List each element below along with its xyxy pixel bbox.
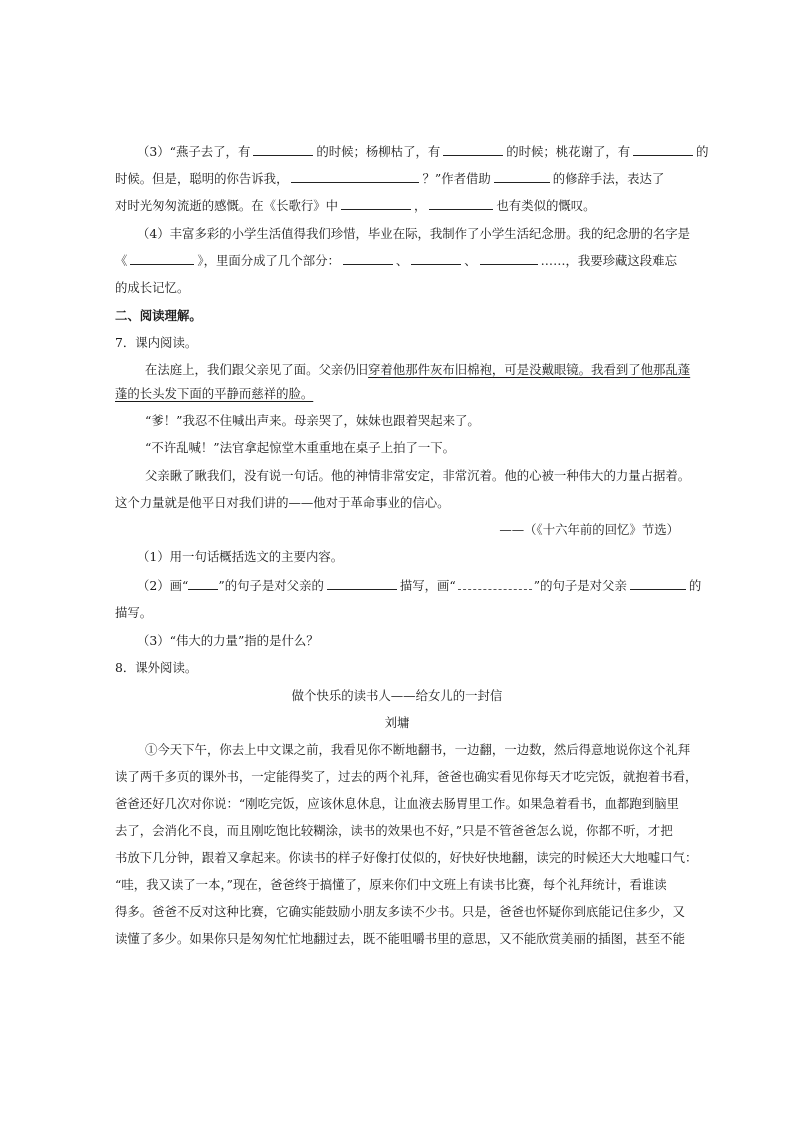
- answer-blank[interactable]: [341, 196, 411, 210]
- q7-paragraph3: “不许乱喊！”法官拿起惊堂木重重地在桌子上拍了一下。: [145, 440, 456, 455]
- q3-text: ，: [414, 198, 427, 213]
- article-line: 读了两千多页的课外书，一定能得奖了，过去的两个礼拜，爸爸也确实看见你每天才吃完饭，就抱着书看，: [115, 769, 698, 784]
- q4-text: 、: [395, 253, 409, 268]
- q4-line2: [115, 251, 677, 271]
- article-line: 去了，会消化不良，而且刚吃饱比较糊涂，读书的效果也不好，”只是不管爸爸怎么说，你都不听，才把: [115, 823, 673, 838]
- q7-paragraph2: “爹！”我忍不住喊出声来。母亲哭了，妹妹也跟着哭起来了。: [145, 413, 480, 428]
- article-line: “哇，我又读了一本，”现在，爸爸终于搞懂了，原来你们中文班上有读书比赛，每个礼拜统计，看谁读: [115, 877, 667, 892]
- q7-paragraph4b: 这个力量就是他平日对我们讲的——他对于革命事业的信心。: [115, 495, 450, 510]
- underlined-sentence: 蓬的长头发下面的平静而慈祥的脸。: [115, 386, 314, 401]
- answer-blank[interactable]: [327, 576, 397, 590]
- q3-text: 也有类似的慨叹。: [496, 198, 596, 213]
- answer-blank[interactable]: [343, 251, 393, 265]
- q3-line1: [137, 142, 709, 162]
- answer-blank[interactable]: [291, 169, 419, 183]
- q7-text: ”的句子是对父亲的: [218, 578, 324, 593]
- answer-blank[interactable]: [411, 251, 461, 265]
- section-heading: 二、阅读理解。: [115, 308, 202, 323]
- passage-source: ——（《十六年前的回忆》节选）: [499, 522, 679, 537]
- q7-paragraph4a: 父亲瞅了瞅我们，没有说一句话。他的神情非常安定，非常沉着。他的心被一种伟大的力量占据着。: [145, 468, 691, 483]
- q3-text: 的修辞手法，表达了: [552, 171, 665, 186]
- q7-sub2: [137, 576, 701, 596]
- underline-sample: [188, 576, 218, 590]
- q3-text: 的时候；杨柳枯了，有: [316, 144, 441, 159]
- answer-blank[interactable]: [633, 142, 693, 156]
- wave-line-sample: [458, 576, 532, 590]
- article-line: 得多。爸爸不反对这种比赛，它确实能鼓励小朋友多读不少书。只是，爸爸也怀疑你到底能记住多少，又: [115, 904, 685, 919]
- q8-title: 8．课外阅读。: [115, 660, 198, 675]
- q4-line3: 的成长记忆。: [115, 280, 190, 295]
- underlined-sentence: 穿着他那件灰布旧棉袍，可是没戴眼镜。我看到了他那乱蓬: [368, 362, 691, 377]
- q3-text: 时候。但是，聪明的你告诉我，: [115, 171, 289, 186]
- q3-line2: [115, 169, 664, 189]
- answer-blank[interactable]: [443, 142, 503, 156]
- q7-sub1: （1）用一句话概括选文的主要内容。: [137, 549, 344, 564]
- q4-text: 、: [464, 253, 477, 268]
- q4-line1: （4）丰富多彩的小学生活值得我们珍惜，毕业在际，我制作了小学生活纪念册。我的纪念册的名字是: [137, 226, 691, 241]
- q7-sub3: （3）“伟大的力量”指的是什么？: [137, 633, 319, 648]
- q3-text: ？”作者借助: [422, 171, 491, 186]
- answer-blank[interactable]: [494, 169, 550, 183]
- q3-line3: [115, 196, 596, 216]
- answer-blank[interactable]: [630, 576, 686, 590]
- q7-text: （2）画“: [137, 578, 189, 593]
- article-line: 书放下几分钟，跟着又拿起来。你读书的样子好像打仗似的，好快好快地翻，读完的时候还大大地嘘口气：: [115, 850, 698, 865]
- q7-sub2-cont: 描写。: [115, 605, 153, 620]
- q3-text: 的时候；桃花谢了，有: [506, 144, 631, 159]
- q7-text: 的: [688, 578, 702, 593]
- q3-text: 的: [696, 144, 709, 159]
- article-line: ①今天下午，你去上中文课之前，我看见你不断地翻书，一边翻，一边数，然后得意地说你这个礼拜: [145, 742, 691, 757]
- q3-text: 对时光匆匆流逝的感慨。在《长歌行》中: [115, 198, 339, 213]
- q3-text: （3）“燕子去了，有: [137, 144, 251, 159]
- passage-text: 在法庭上，我们跟父亲见了面。父亲仍旧: [145, 362, 369, 377]
- article-line: 爸爸还好几次对你说：“刚吃完饭，应该休息休息，让血液去肠胃里工作。如果急着看书，血都跑到脑里: [115, 796, 679, 811]
- answer-blank[interactable]: [253, 142, 313, 156]
- q7-text: ”的句子是对父亲: [533, 578, 627, 593]
- article-title: 做个快乐的读书人——给女儿的一封信: [291, 688, 503, 703]
- answer-blank[interactable]: [130, 251, 194, 265]
- article-line: 读懂了多少。如果你只是匆匆忙忙地翻过去，既不能咀嚼书里的意思，又不能欣赏美丽的插图，甚至不能: [115, 931, 685, 946]
- q7-title: 7．课内阅读。: [115, 335, 198, 350]
- q4-text: ……，我要珍藏这段难忘: [540, 253, 677, 268]
- q7-paragraph1: [145, 360, 690, 380]
- article-author: 刘墉: [384, 715, 410, 730]
- q7-text: 描写，画“: [399, 578, 456, 593]
- q4-text: 《: [115, 253, 128, 268]
- q4-text: 》，里面分成了几个部分：: [197, 253, 340, 268]
- answer-blank[interactable]: [429, 196, 493, 210]
- answer-blank[interactable]: [480, 251, 538, 265]
